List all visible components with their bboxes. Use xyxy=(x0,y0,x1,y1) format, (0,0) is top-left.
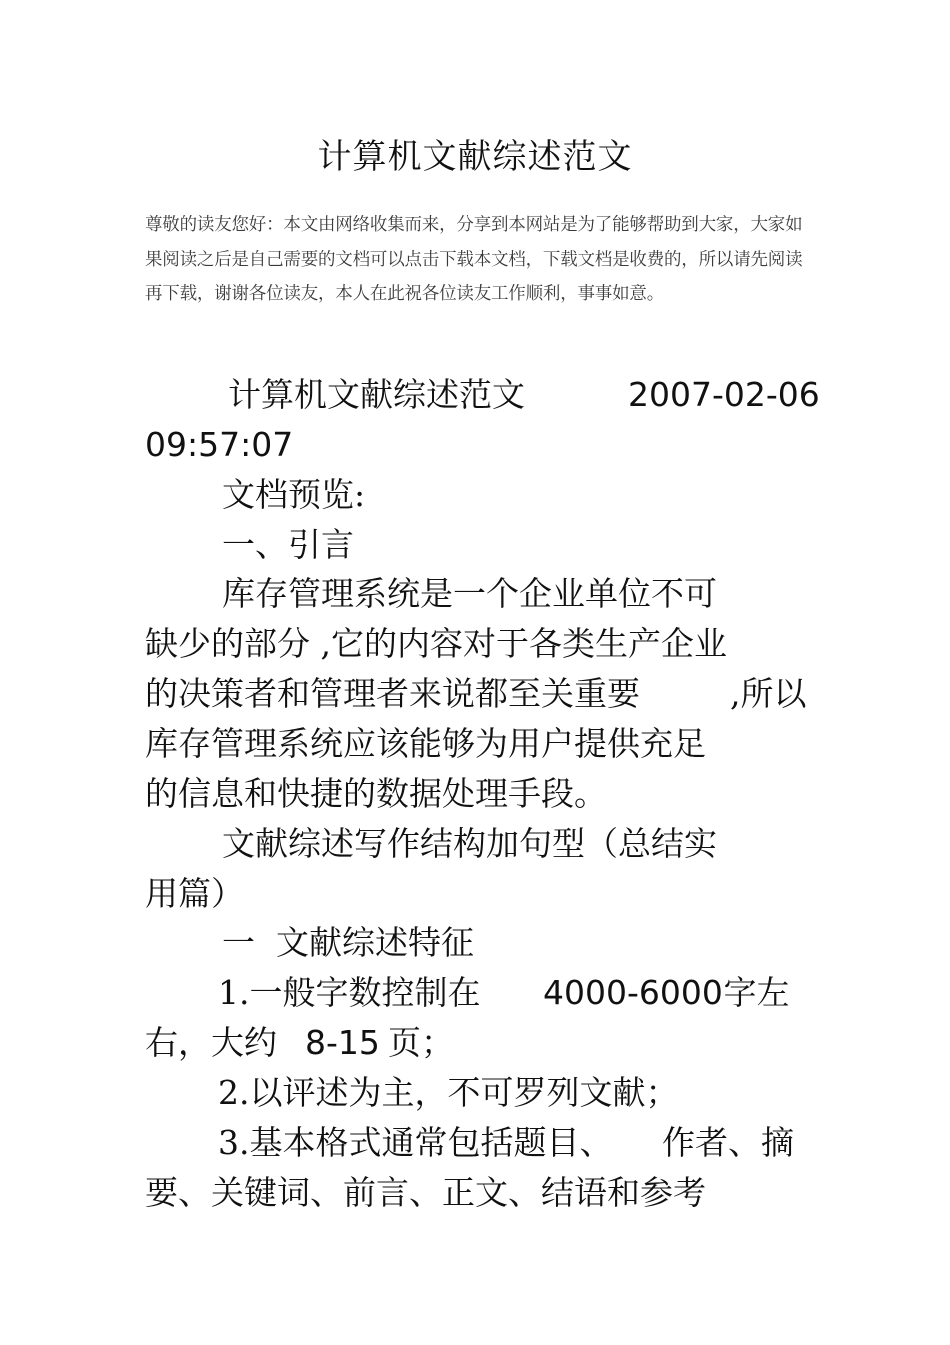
paragraph-line: 库存管理系统是一个企业单位不可 xyxy=(222,574,717,613)
list-item-1-line2-suffix: 页； xyxy=(388,1023,454,1062)
section-heading-introduction: 一、引言 xyxy=(222,525,354,564)
preview-label: 文档预览: xyxy=(222,475,366,514)
list-item-3-part-a: 3.基本格式通常包括题目、 xyxy=(218,1123,613,1162)
article-date: 2007-02-06 xyxy=(628,375,820,414)
list-item-1-suffix: 字左 xyxy=(713,973,790,1012)
paragraph-line: 文献综述写作结构加句型（总结实 xyxy=(222,824,717,863)
paragraph-line: 库存管理系统应该能够为用户提供充足 xyxy=(145,724,706,763)
list-item-3-part-b: 作者、摘 xyxy=(662,1123,794,1162)
paragraph-line: 的决策者和管理者来说都至关重要 xyxy=(145,674,640,713)
list-item-2: 2.以评述为主，不可罗列文献； xyxy=(218,1073,679,1112)
paragraph-line: 的信息和快捷的数据处理手段。 xyxy=(145,774,607,813)
paragraph-line: 用篇） xyxy=(145,874,244,913)
article-heading: 计算机文献综述范文 xyxy=(228,375,525,414)
paragraph-line: ,所以 xyxy=(730,674,807,713)
list-item-1-prefix: 1.一般字数控制在 xyxy=(218,973,481,1012)
reader-notice: 尊敬的读友您好：本文由网络收集而来，分享到本网站是为了能够帮助到大家，大家如果阅读之后是自己需要的文档可以点击下载本文档，下载文档是收费的，所以请先阅读再下载，谢谢各位读友，本人在此祝各位读友工作顺利，事事如意。 xyxy=(145,215,803,304)
section-heading-features: 一 文献综述特征 xyxy=(222,923,474,962)
list-item-3-line2: 要、关键词、前言、正文、结语和参考 xyxy=(145,1173,706,1212)
list-item-1-line2-prefix: 右，大约 xyxy=(145,1023,277,1062)
list-item-1-pages: 8-15 xyxy=(305,1023,380,1062)
article-time: 09:57:07 xyxy=(145,425,294,464)
document-title: 计算机文献综述范文 xyxy=(317,137,633,177)
paragraph-line: 缺少的部分 ,它的内容对于各类生产企业 xyxy=(145,624,727,663)
list-item-1-range: 4000-6000 xyxy=(543,973,723,1012)
